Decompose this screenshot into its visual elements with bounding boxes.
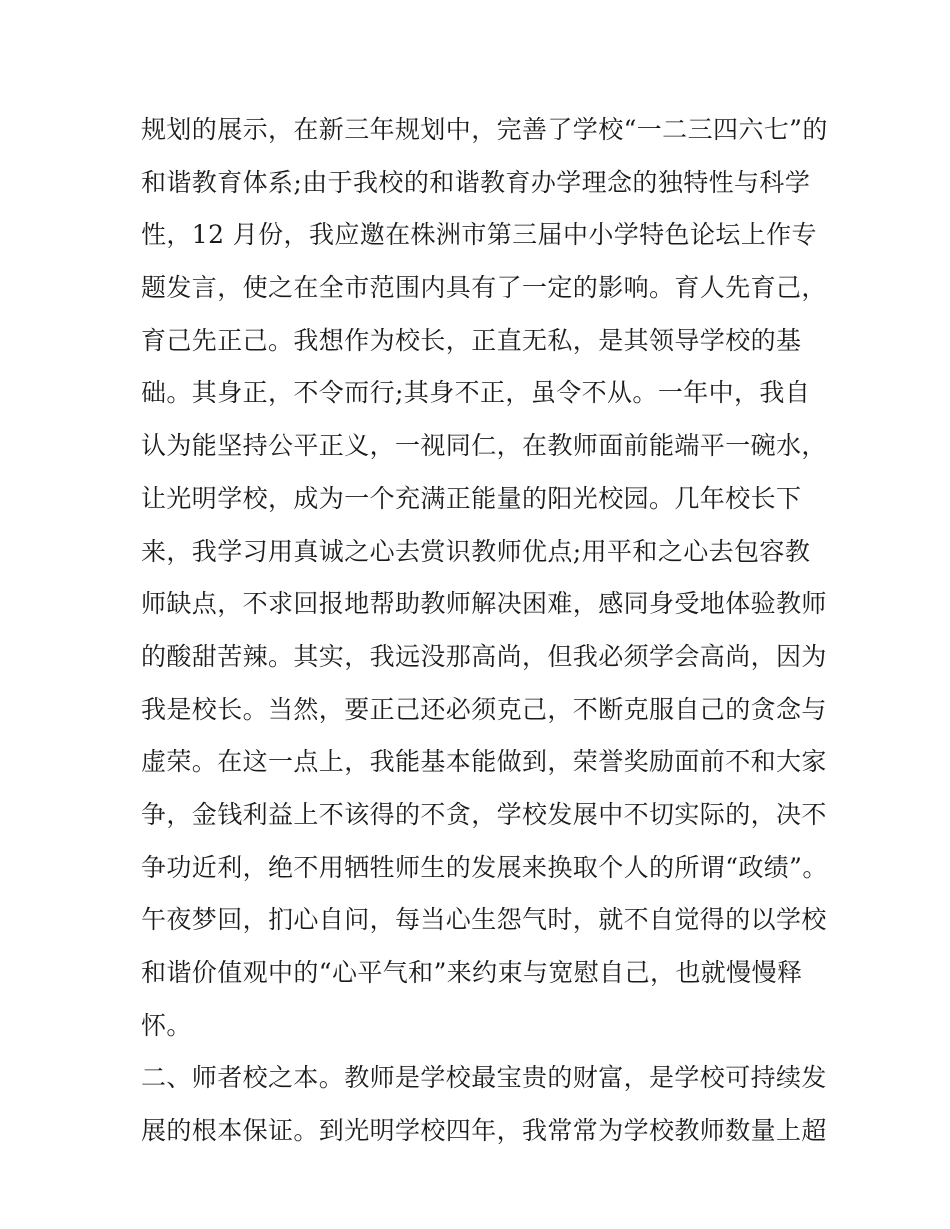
- text-line: 师缺点，不求回报地帮助教师解决困难，感同身受地体验教师: [141, 589, 827, 619]
- section-heading-line: 二、师者校之本。教师是学校最宝贵的财富，是学校可持续发: [141, 1063, 827, 1093]
- text-line: 来，我学习用真诚之心去赏识教师优点;用平和之心去包容教: [141, 536, 811, 566]
- text-line: 争功近利，绝不用牺牲师生的发展来换取个人的所谓“政绩”。: [141, 852, 828, 882]
- text-line: 育己先正己。我想作为校长，正直无私，是其领导学校的基: [141, 325, 802, 355]
- text-line: 虚荣。在这一点上，我能基本能做到，荣誉奖励面前不和大家: [141, 747, 827, 777]
- text-line: 规划的展示，在新三年规划中，完善了学校“一二三四六七”的: [141, 115, 828, 144]
- text-line: 午夜梦回，扪心自问，每当心生怨气时，就不自觉得的以学校: [141, 905, 827, 935]
- text-line: 性，12 月份，我应邀在株洲市第三届中小学特色论坛上作专: [141, 220, 817, 250]
- text-line: 让光明学校，成为一个充满正能量的阳光校园。几年校长下: [141, 483, 802, 513]
- text-line: 怀。: [141, 1010, 192, 1040]
- text-line: 和谐教育体系;由于我校的和谐教育办学理念的独特性与科学: [141, 167, 811, 197]
- document-body: [141, 104, 828, 1158]
- text-line: 的酸甜苦辣。其实，我远没那高尚，但我必须学会高尚，因为: [141, 641, 827, 671]
- text-line: 础。其身正，不令而行;其身不正，虽令不从。一年中，我自: [141, 378, 811, 408]
- text-line: 争，金钱利益上不该得的不贪，学校发展中不切实际的，决不: [141, 799, 827, 829]
- text-line: 题发言，使之在全市范围内具有了一定的影响。育人先育己，: [141, 273, 827, 303]
- text-line: 认为能坚持公平正义，一视同仁，在教师面前能端平一碗水，: [141, 431, 827, 461]
- text-line: 我是校长。当然，要正己还必须克己，不断克服自己的贪念与: [141, 694, 827, 724]
- text-line: 展的根本保证。到光明学校四年，我常常为学校教师数量上超: [141, 1116, 827, 1146]
- text-line: 和谐价值观中的“心平气和”来约束与宽慰自己，也就慢慢释: [141, 958, 803, 987]
